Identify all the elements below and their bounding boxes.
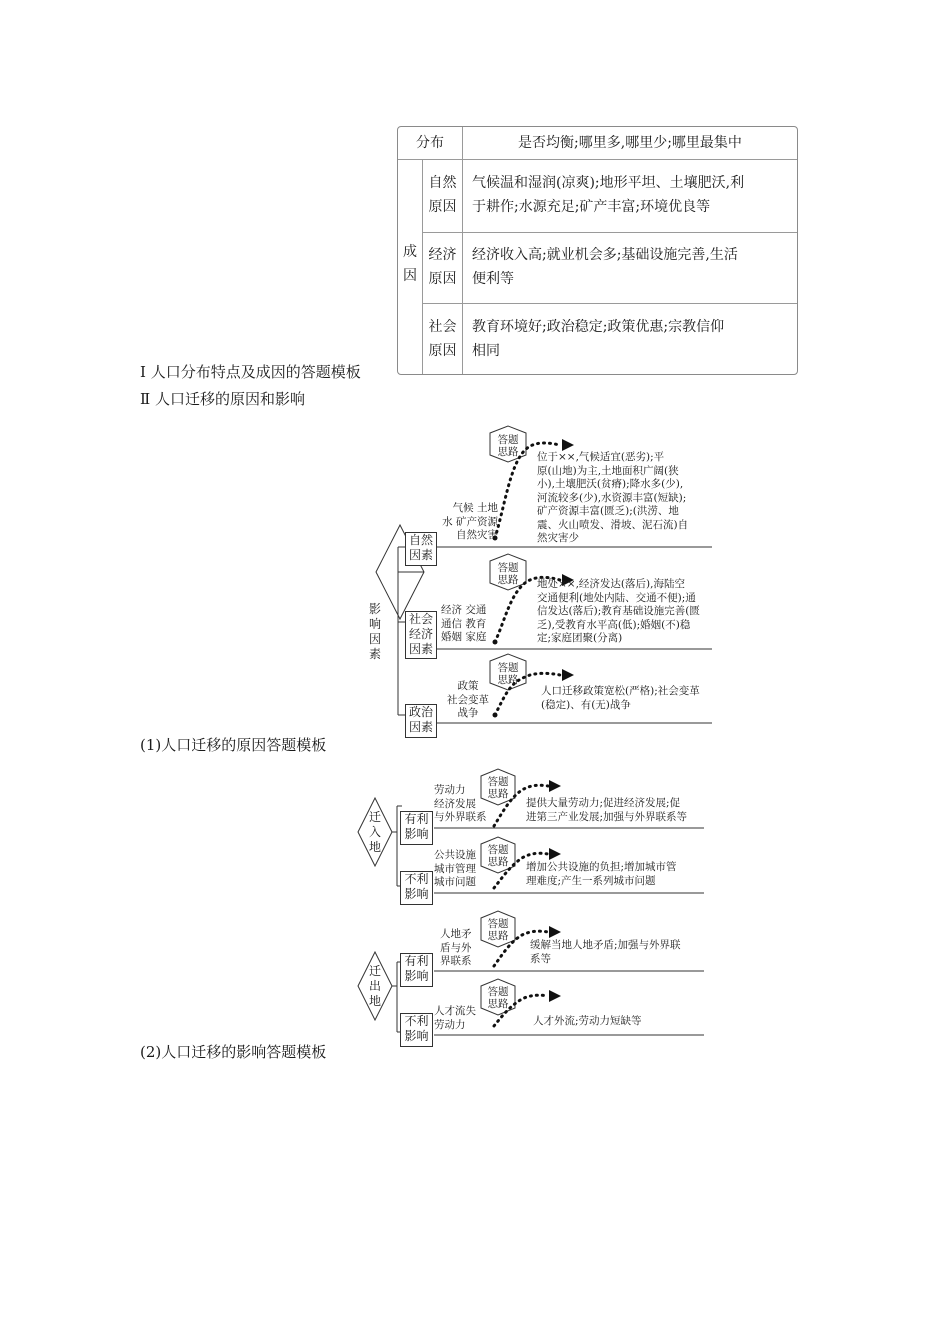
row-label-natural: 自然 原因 <box>428 175 457 215</box>
keywords-political: 政策 社会变革 战争 <box>447 680 489 719</box>
answer-hint-badge: 答题 思路 <box>497 562 519 586</box>
keywords-unfavorable: 公共设施 城市管理 城市问题 <box>434 849 476 888</box>
distribution-label: 分布 <box>416 135 444 151</box>
table-divider <box>462 159 463 374</box>
caption-impacts: (2)人口迁移的影响答题模板 <box>140 1043 327 1061</box>
answer-hint-badge: 答题 思路 <box>497 662 519 686</box>
answer-unfavorable: 增加公共设施的负担;增加城市管 理难度;产生一系列城市问题 <box>526 861 677 887</box>
heading-migration: Ⅱ 人口迁移的原因和影响 <box>140 390 305 408</box>
keywords-favorable: 劳动力 经济发展 与外界联系 <box>434 784 487 823</box>
keywords-natural: 气候 土地 水 矿产资源 自然灾害 <box>442 502 498 541</box>
answer-hint-badge: 答题 思路 <box>487 844 509 868</box>
answer-hint-badge: 答题 思路 <box>497 434 519 458</box>
answer-hint-badge: 答题 思路 <box>487 918 509 942</box>
branch-box-natural: 自然 因素 <box>405 532 437 566</box>
table-divider <box>398 159 797 160</box>
table-divider <box>422 232 797 233</box>
branch-box-favorable: 有利 影响 <box>400 953 433 987</box>
caption-causes: (1)人口迁移的原因答题模板 <box>140 736 327 754</box>
answer-favorable: 提供大量劳动力;促进经济发展;促 进第三产业发展;加强与外界联系等 <box>526 797 688 823</box>
heading-distribution: Ⅰ 人口分布特点及成因的答题模板 <box>140 363 361 381</box>
keywords-socioeconomic: 经济 交通 通信 教育 婚姻 家庭 <box>441 604 487 643</box>
root-label: 影 响 因 素 <box>368 602 381 661</box>
population-distribution-table <box>397 126 798 375</box>
answer-socioeconomic: 地处××,经济发达(落后),海陆空 交通便利(地处内陆、交通不便);通 信发达(落后);教育基础设施完善(匮 乏),受教育水平高(低);婚姻(不)稳 定;家庭团聚(分离) <box>537 578 700 644</box>
branch-box-political: 政治 因素 <box>405 704 437 738</box>
answer-favorable: 缓解当地人地矛盾;加强与外界联 系等 <box>530 939 681 965</box>
answer-political: 人口迁移政策宽松(严格);社会变革 (稳定)、有(无)战争 <box>541 685 700 711</box>
keywords-favorable: 人地矛 盾与外 界联系 <box>440 928 472 967</box>
row-text-economic: 经济收入高;就业机会多;基础设施完善,生活 便利等 <box>472 247 738 287</box>
branch-box-unfavorable: 不利 影响 <box>400 871 433 905</box>
root-label: 迁 出 地 <box>368 964 381 1008</box>
root-label: 迁 入 地 <box>368 810 381 854</box>
answer-unfavorable: 人才外流;劳动力短缺等 <box>533 1015 642 1027</box>
row-text-social: 教育环境好;政治稳定;政策优惠;宗教信仰 相同 <box>472 319 725 359</box>
branch-box-favorable: 有利 影响 <box>400 811 433 845</box>
keywords-unfavorable: 人才流失 劳动力 <box>434 1005 476 1031</box>
distribution-value: 是否均衡;哪里多,哪里少;哪里最集中 <box>518 135 742 151</box>
answer-natural: 位于××,气候适宜(恶劣);平 原(山地)为主,土地面积广阔(狭 小),土壤肥沃(贫瘠);降水多(少), 河流较多(少),水资源丰富(短缺); 矿产资源丰富(匮乏);(洪涝、地 震、火山喷发、滑坡、泥石流)自 然灾害少 <box>537 451 689 544</box>
branch-box-socioeconomic: 社会 经济 因素 <box>405 611 437 659</box>
row-label-economic: 经济 原因 <box>428 247 457 287</box>
answer-hint-badge: 答题 思路 <box>487 986 509 1010</box>
row-text-natural: 气候温和湿润(凉爽);地形平坦、土壤肥沃,利 于耕作;水源充足;矿产丰富;环境优良等 <box>472 175 745 215</box>
table-divider <box>422 303 797 304</box>
branch-box-unfavorable: 不利 影响 <box>400 1013 433 1047</box>
cause-label: 成 因 <box>403 244 417 284</box>
row-label-social: 社会 原因 <box>428 319 457 359</box>
answer-hint-badge: 答题 思路 <box>487 776 509 800</box>
